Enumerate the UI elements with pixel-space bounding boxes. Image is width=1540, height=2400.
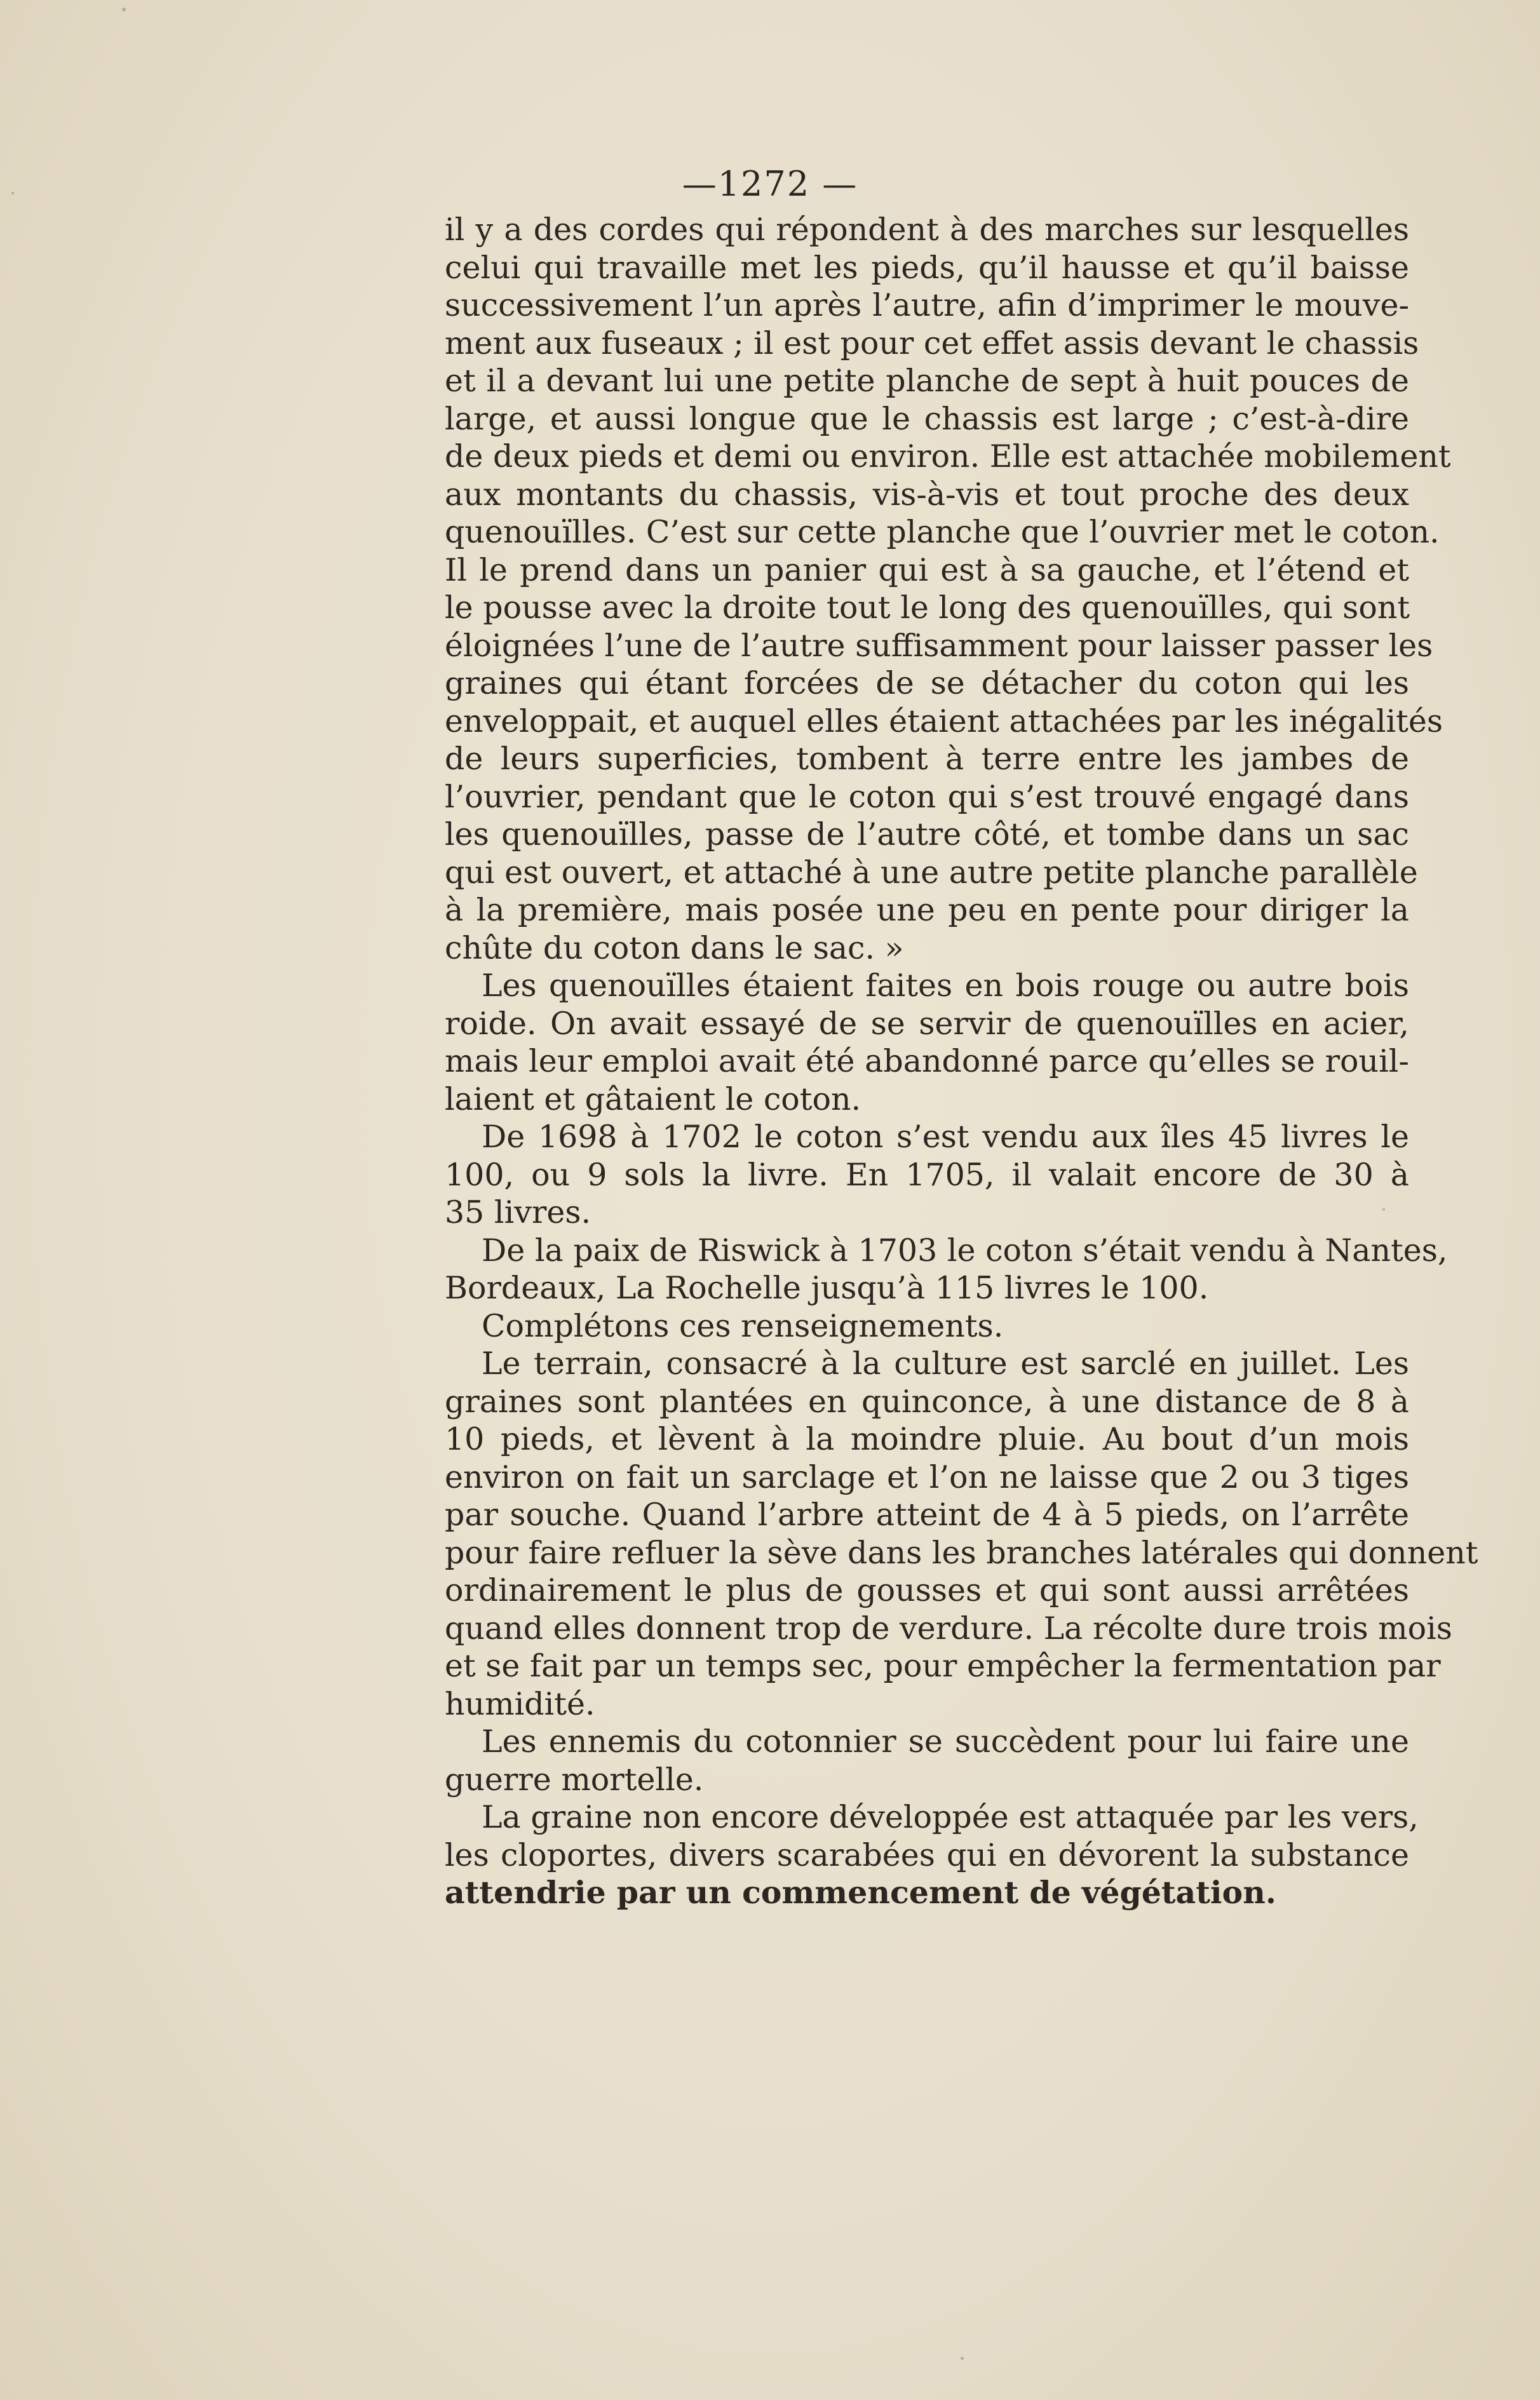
- text-line: le pousse avec la droite tout le long des quenouïlles, qui sont: [445, 590, 1410, 626]
- text-line: La graine non encore développée est attaquée par les vers,: [482, 1799, 1419, 1835]
- text-line: Complétons ces renseignements.: [482, 1307, 1004, 1344]
- text-line: et se fait par un temps sec, pour empêcher la fermentation par: [445, 1648, 1441, 1684]
- text-line: large, et aussi longue que le chassis est large ; c’est-à-dire: [445, 400, 1409, 437]
- text-line: les cloportes, divers scarabées qui en dévorent la substance: [445, 1837, 1409, 1873]
- text-line: celui qui travaille met les pieds, qu’il hausse et qu’il baisse: [445, 249, 1409, 286]
- text-line: Il le prend dans un panier qui est à sa gauche, et l’étend et: [445, 551, 1409, 588]
- text-line: ordinairement le plus de gousses et qui sont aussi arrêtées: [445, 1572, 1409, 1608]
- text-line: chûte du coton dans le sac. »: [445, 929, 904, 966]
- text-line: Les quenouïlles étaient faites en bois rouge ou autre bois: [482, 967, 1409, 1004]
- text-line: de deux pieds et demi ou environ. Elle est attachée mobilement: [445, 438, 1451, 475]
- body-text: [445, 211, 1478, 1912]
- text-line: qui est ouvert, et attaché à une autre petite planche parallèle: [445, 854, 1418, 891]
- text-line: les quenouïlles, passe de l’autre côté, et tombe dans un sac: [445, 816, 1409, 853]
- text-line: roide. On avait essayé de se servir de quenouïlles en acier,: [445, 1005, 1409, 1042]
- text-line: 100, ou 9 sols la livre. En 1705, il valait encore de 30 à: [445, 1156, 1409, 1193]
- text-line: enveloppait, et auquel elles étaient attachées par les inégalités: [445, 703, 1443, 739]
- text-line: quand elles donnent trop de verdure. La récolte dure trois mois: [445, 1610, 1452, 1647]
- page-number: —1272 —: [682, 164, 858, 204]
- text-line: laient et gâtaient le coton.: [445, 1081, 861, 1117]
- text-line: De 1698 à 1702 le coton s’est vendu aux îles 45 livres le: [482, 1119, 1409, 1155]
- text-line: De la paix de Riswick à 1703 le coton s’était vendu à Nantes,: [482, 1232, 1448, 1269]
- paper-speck: [122, 8, 126, 11]
- text-line: environ on fait un sarclage et l’on ne laisse que 2 ou 3 tiges: [445, 1459, 1409, 1495]
- text-line: Le terrain, consacré à la culture est sarclé en juillet. Les: [482, 1345, 1409, 1382]
- text-line: 10 pieds, et lèvent à la moindre pluie. Au bout d’un mois: [445, 1421, 1409, 1457]
- text-line: pour faire refluer la sève dans les branches latérales qui donnent: [445, 1534, 1478, 1571]
- text-line: graines sont plantées en quinconce, à une distance de 8 à: [445, 1383, 1409, 1420]
- paper-speck: [11, 192, 14, 194]
- paper-speck: [1382, 1208, 1385, 1211]
- text-line: humidité.: [445, 1685, 595, 1722]
- text-line: et il a devant lui une petite planche de sept à huit pouces de: [445, 363, 1409, 399]
- text-line: éloignées l’une de l’autre suffisamment pour laisser passer les: [445, 627, 1433, 664]
- text-line: ment aux fuseaux ; il est pour cet effet assis devant le chassis: [445, 325, 1419, 361]
- text-line: graines qui étant forcées de se détacher du coton qui les: [445, 665, 1409, 701]
- text-line: quenouïlles. C’est sur cette planche que l’ouvrier met le coton.: [445, 514, 1440, 550]
- text-line: à la première, mais posée une peu en pente pour diriger la: [445, 892, 1409, 928]
- text-line: mais leur emploi avait été abandonné parce qu’elles se rouil-: [445, 1043, 1409, 1079]
- text-line: attendrie par un commencement de végétation.: [445, 1874, 1276, 1911]
- text-line: Bordeaux, La Rochelle jusqu’à 115 livres le 100.: [445, 1270, 1209, 1306]
- text-line: l’ouvrier, pendant que le coton qui s’est trouvé engagé dans: [445, 778, 1409, 815]
- paper-speck: [961, 2357, 964, 2360]
- text-line: guerre mortelle.: [445, 1761, 704, 1798]
- text-line: Les ennemis du cotonnier se succèdent pour lui faire une: [482, 1723, 1409, 1760]
- text-line: 35 livres.: [445, 1194, 591, 1230]
- text-line: successivement l’un après l’autre, afin d’imprimer le mouve-: [445, 287, 1409, 323]
- text-line: par souche. Quand l’arbre atteint de 4 à 5 pieds, on l’arrête: [445, 1497, 1409, 1533]
- text-line: il y a des cordes qui répondent à des marches sur lesquelles: [445, 212, 1409, 248]
- text-line: de leurs superficies, tombent à terre entre les jambes de: [445, 741, 1409, 777]
- text-line: aux montants du chassis, vis-à-vis et tout proche des deux: [445, 476, 1409, 513]
